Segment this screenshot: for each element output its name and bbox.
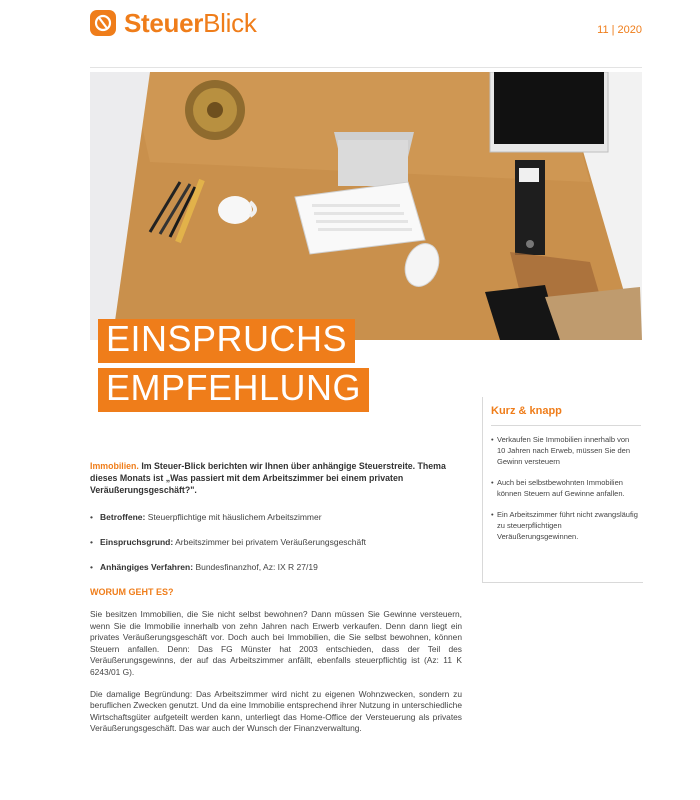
- title-banner-line1: EINSPRUCHS: [98, 319, 355, 363]
- section-heading: WORUM GEHT ES?: [90, 587, 174, 597]
- header-divider: [90, 67, 642, 68]
- fact-item: [90, 512, 462, 523]
- intro-text: Im Steuer-Blick berichten wir Ihnen über anhängige Steuerstreite. Thema dieses Monats ist „Was passiert mit dem Arbeitszimmer bei einem privaten Veräußerungsgeschäft?".: [90, 461, 446, 495]
- article-body: [90, 460, 462, 745]
- summary-item: • Ein Arbeitszimmer führt nicht zwangsläufig zu steuerpflichtigen Veräußerungsgewinnen.: [491, 509, 639, 542]
- intro-paragraph: [90, 460, 462, 496]
- fact-label: Einspruchsgrund:: [100, 537, 174, 547]
- summary-box: [482, 397, 643, 583]
- logo-mark-icon: [90, 10, 116, 36]
- fact-item: [90, 537, 462, 548]
- fact-value: Arbeitszimmer bei privatem Veräußerungsgeschäft: [175, 537, 366, 547]
- summary-divider: [491, 425, 641, 426]
- title-banner-line2: EMPFEHLUNG: [98, 368, 369, 412]
- summary-list: [483, 434, 643, 542]
- brand-logo: [90, 9, 257, 37]
- hero-image: [90, 72, 642, 340]
- brand-wordmark: SteuerBlick: [124, 8, 257, 38]
- issue-number: 11 | 2020: [597, 24, 642, 36]
- body-paragraph: Sie besitzen Immobilien, die Sie nicht selbst bewohnen? Dann müssen Sie Gewinne versteuern, wenn Sie die Immobilie innerhalb von zehn Jahren nach Erwerb verkaufen. Denn dann liegt ein privates Veräußerungsgeschäft vor. Doch auch bei Immobilien, die Sie selbst bewohnen, können Steuern anfallen. Denn: Das FG Münster hat 2003 entschieden, dass der Teil des Veräußerungsgewinns, der auf das Arbeitszimmer anfällt, ebenfalls steuerpflichtig ist (Az: 11 K 6243/01 G).: [90, 609, 462, 677]
- page-header: [0, 0, 700, 60]
- intro-keyword: Immobilien.: [90, 461, 139, 471]
- fact-value: Bundesfinanzhof, Az: IX R 27/19: [195, 562, 318, 572]
- fact-list: [90, 512, 462, 573]
- fact-label: Betroffene:: [100, 512, 146, 522]
- fact-label: Anhängiges Verfahren:: [100, 562, 194, 572]
- summary-item: • Auch bei selbstbewohnten Immobilien können Steuern auf Gewinne anfallen.: [491, 477, 639, 499]
- fact-item: [90, 562, 462, 573]
- summary-title: Kurz & knapp: [491, 405, 562, 417]
- fact-value: Steuerpflichtige mit häuslichem Arbeitszimmer: [147, 512, 322, 522]
- summary-item: • Verkaufen Sie Immobilien innerhalb von 10 Jahren nach Erweb, müssen Sie den Gewinn versteuern: [491, 434, 639, 467]
- body-paragraph: Die damalige Begründung: Das Arbeitszimmer wird nicht zu eigenen Wohnzwecken, sondern zu beruflichen Zwecken genutzt. Und da eine Immobilie entsprechend ihrer Nutzung in unterschiedliche Wirtschaftsgüter aufgeteilt werden kann, unterliegt das Home-Office der Versteuerung als privates Veräußerungsgeschäft. Das war auch der Wunsch der Finanzverwaltung.: [90, 688, 462, 734]
